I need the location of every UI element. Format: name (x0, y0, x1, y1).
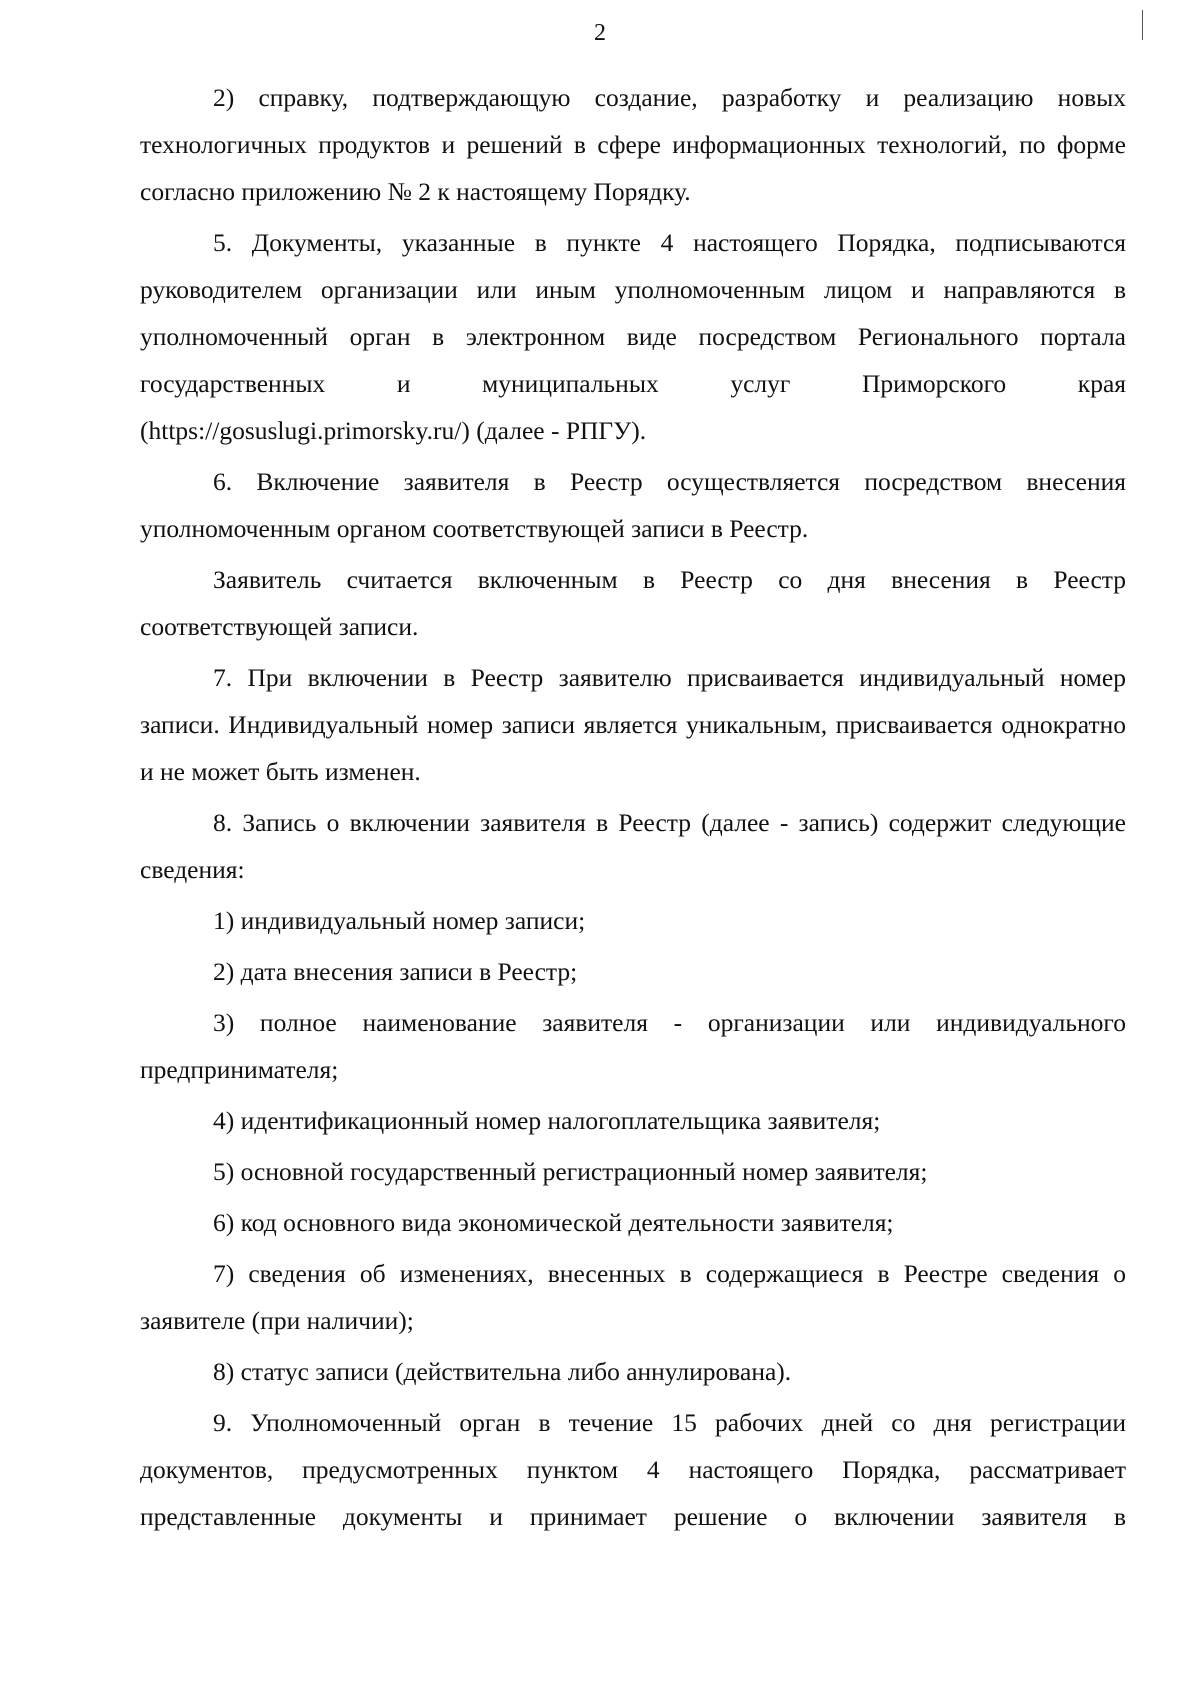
paragraph-clause-6-inclusion-date: Заявитель считается включенным в Реестр со дня внесения в Реестр соответствующей записи. (140, 565, 1126, 641)
list-item-ogrn: 5) основной государственный регистрационный номер заявителя; (213, 1157, 928, 1186)
paragraph-clause-9: 9. Уполномоченный орган в течение 15 рабочих дней со дня регистрации документов, предусмотренных пунктом 4 настоящего Порядка, рассматривает представленные документы и принимает решение о включении заявителя в (140, 1408, 1126, 1531)
document-body (140, 74, 1126, 1544)
paragraph-clause-7: 7. При включении в Реестр заявителю присваивается индивидуальный номер записи. Индивидуальный номер записи является уникальным, присваивается однократно и не может быть изменен. (140, 663, 1126, 786)
list-item-record-number: 1) индивидуальный номер записи; (213, 906, 586, 935)
list-item-okved: 6) код основного вида экономической деятельности заявителя; (213, 1208, 894, 1237)
paragraph-clause-6: 6. Включение заявителя в Реестр осуществляется посредством внесения уполномоченным органом соответствующей записи в Реестр. (140, 467, 1126, 543)
list-item-changes: 7) сведения об изменениях, внесенных в содержащиеся в Реестре сведения о заявителе (при наличии); (140, 1259, 1126, 1335)
list-item-applicant-name: 3) полное наименование заявителя - организации или индивидуального предпринимателя; (140, 1008, 1126, 1084)
list-item-record-date: 2) дата внесения записи в Реестр; (213, 957, 578, 986)
scan-edge-mark (1142, 10, 1143, 40)
list-item-inn: 4) идентификационный номер налогоплательщика заявителя; (213, 1106, 881, 1135)
paragraph-clause-5: 5. Документы, указанные в пункте 4 настоящего Порядка, подписываются руководителем организации или иным уполномоченным лицом и направляются в уполномоченный орган в электронном виде посредством Регионального портала государственных и муниципальных услуг Приморского края (https://gosuslugi.primorsky.ru/) (далее - РПГУ). (140, 228, 1126, 445)
paragraph-clause-8: 8. Запись о включении заявителя в Реестр (далее - запись) содержит следующие сведения: (140, 808, 1126, 884)
list-item-status: 8) статус записи (действительна либо аннулирована). (213, 1357, 792, 1386)
page-number: 2 (594, 20, 606, 46)
paragraph-item-2-certificate: 2) справку, подтверждающую создание, разработку и реализацию новых технологичных продуктов и решений в сфере информационных технологий, по форме согласно приложению № 2 к настоящему Порядку. (140, 83, 1126, 206)
